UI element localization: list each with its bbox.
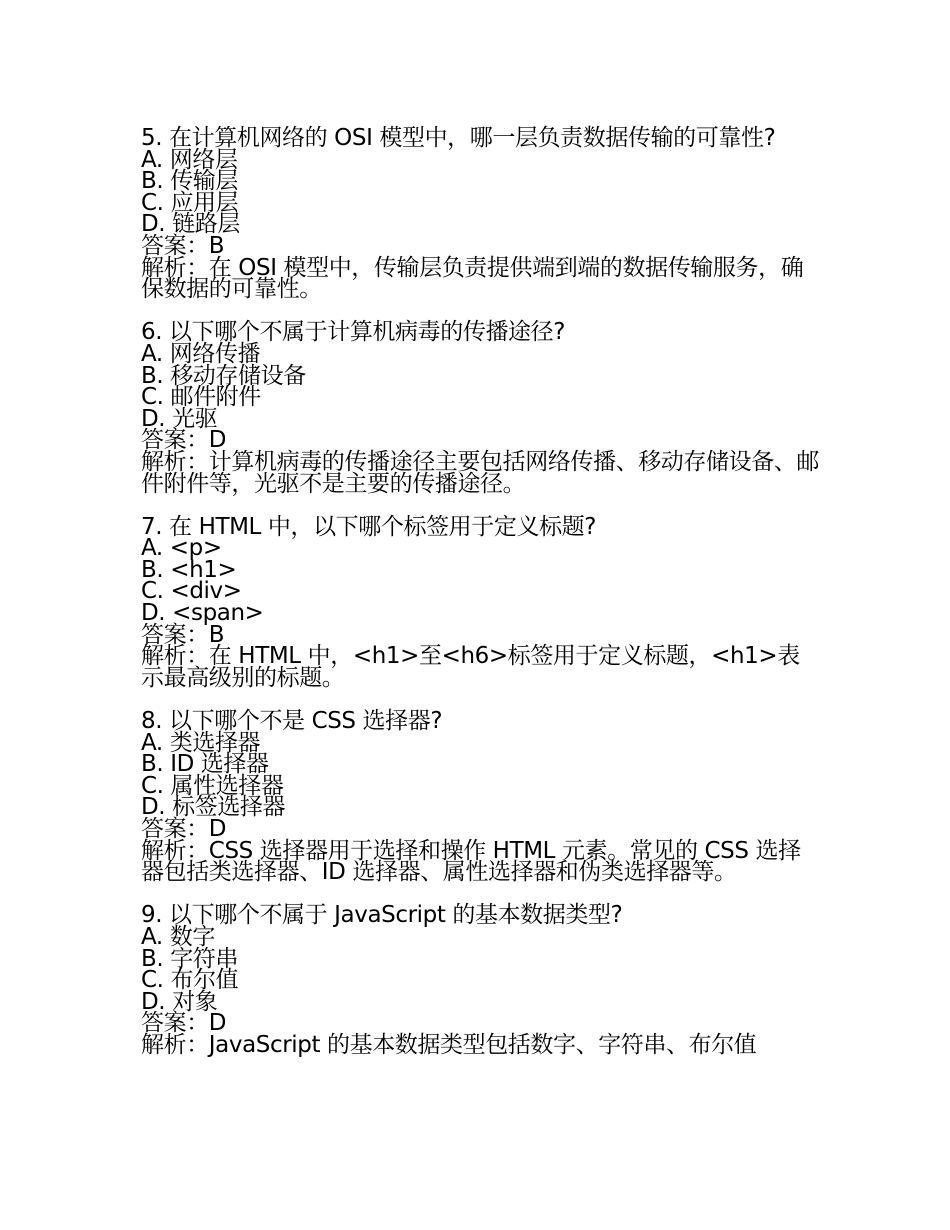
- option-b: B. <h1>: [141, 556, 237, 583]
- option-b: B. 移动存储设备: [141, 362, 306, 389]
- option-b: B. ID 选择器: [141, 751, 269, 778]
- option-d: D. 光驱: [141, 405, 218, 432]
- question-title: 7. 在 HTML 中，以下哪个标签用于定义标题?: [141, 513, 597, 540]
- answer: 答案：B: [141, 232, 225, 259]
- option-c: C. <div>: [141, 578, 242, 605]
- option-a: A. 类选择器: [141, 729, 261, 756]
- answer: 答案：D: [141, 1010, 227, 1037]
- question-6: [141, 319, 821, 497]
- option-d: D. <span>: [141, 600, 264, 627]
- question-title: 5. 在计算机网络的 OSI 模型中，哪一层负责数据传输的可靠性?: [141, 125, 776, 151]
- question-title: 9. 以下哪个不属于 JavaScript 的基本数据类型?: [141, 902, 623, 929]
- question-title: 8. 以下哪个不是 CSS 选择器?: [141, 708, 443, 735]
- answer: 答案：D: [141, 816, 227, 842]
- analysis: 解析：在 HTML 中，<h1>至<h6>标签用于定义标题，<h1>表示最高级别的标题。: [141, 643, 800, 691]
- question-8: [141, 708, 821, 886]
- answer: 答案：B: [141, 621, 225, 648]
- question-9: [141, 902, 821, 1058]
- analysis: 解析：计算机病毒的传播途径主要包括网络传播、移动存储设备、邮件附件等，光驱不是主要的传播途径。: [141, 448, 820, 497]
- question-5: [141, 125, 821, 303]
- option-c: C. 应用层: [141, 189, 239, 216]
- option-a: A. 数字: [141, 923, 215, 950]
- document-page: [141, 125, 821, 1078]
- option-c: C. 属性选择器: [141, 772, 284, 799]
- option-a: A. 网络层: [141, 146, 238, 173]
- option-b: B. 字符串: [141, 945, 239, 972]
- option-a: A. <p>: [141, 535, 222, 562]
- analysis: 解析：在 OSI 模型中，传输层负责提供端到端的数据传输服务，确保数据的可靠性。: [141, 254, 804, 303]
- question-7: [141, 513, 821, 691]
- option-d: D. 标签选择器: [141, 794, 286, 821]
- question-title: 6. 以下哪个不属于计算机病毒的传播途径?: [141, 319, 566, 346]
- option-d: D. 对象: [141, 988, 218, 1015]
- option-c: C. 邮件附件: [141, 384, 261, 411]
- analysis: 解析：CSS 选择器用于选择和操作 HTML 元素。常见的 CSS 选择器包括类选择器、ID 选择器、属性选择器和伪类选择器等。: [141, 837, 801, 886]
- analysis: 解析：JavaScript 的基本数据类型包括数字、字符串、布尔值: [141, 1031, 757, 1058]
- option-b: B. 传输层: [141, 168, 239, 195]
- option-d: D. 链路层: [141, 211, 240, 238]
- answer: 答案：D: [141, 427, 227, 454]
- option-a: A. 网络传播: [141, 340, 261, 367]
- option-c: C. 布尔值: [141, 967, 239, 994]
